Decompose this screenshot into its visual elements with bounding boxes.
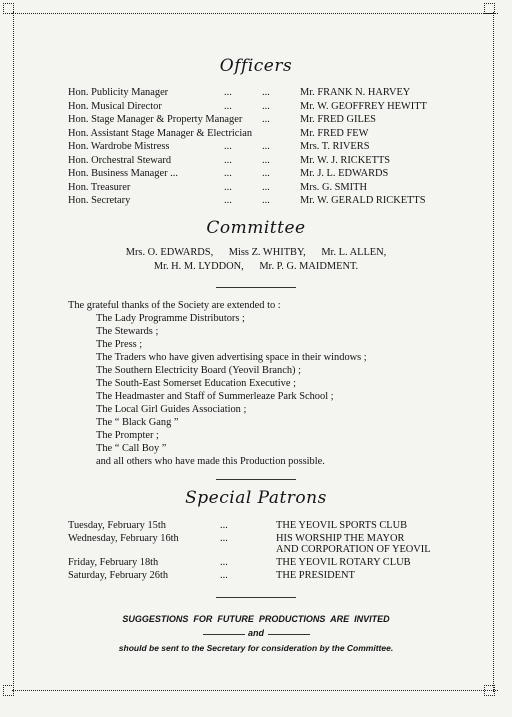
officer-name: Mr. W. GERALD RICKETTS <box>300 195 426 206</box>
officer-name: Mrs. T. RIVERS <box>300 141 370 152</box>
patrons-heading-text: Special Patrons <box>185 488 327 508</box>
committee-heading <box>0 218 512 238</box>
thanks-item: The Lady Programme Distributors ; <box>96 313 245 324</box>
border-corner <box>3 685 14 696</box>
officer-name: Mr. FRED GILES <box>300 114 376 125</box>
officers-heading <box>0 56 512 76</box>
patron-name: THE YEOVIL ROTARY CLUB <box>276 557 411 568</box>
patron-name: HIS WORSHIP THE MAYOR <box>276 533 405 544</box>
leader-dots: ... <box>262 154 270 166</box>
patron-date: Wednesday, February 16th <box>68 533 179 544</box>
leader-dots: ... <box>262 168 270 179</box>
patrons-heading <box>0 488 512 508</box>
border-corner <box>484 3 495 14</box>
patron-name: AND CORPORATION OF YEOVIL <box>276 544 431 555</box>
officer-role: Hon. Orchestral Steward <box>68 154 172 166</box>
thanks-item: The Local Girl Guides Association ; <box>96 404 247 415</box>
divider <box>216 479 296 480</box>
leader-dots: ... <box>220 533 228 544</box>
thanks-item: The South-East Somerset Education Executive ; <box>96 378 296 389</box>
committee-line-2: Mr. H. M. LYDDON, Mr. P. G. MAIDMENT. <box>153 261 359 272</box>
patron-name: THE YEOVIL SPORTS CLUB <box>276 520 408 531</box>
committee-line-1: Mrs. O. EDWARDS, Miss Z. WHITBY, Mr. L. ALLEN, <box>125 247 387 258</box>
leader-dots: ... <box>224 100 232 112</box>
border-top <box>12 13 498 14</box>
thanks-item: and all others who have made this Production possible. <box>96 456 325 467</box>
officer-role: Hon. Secretary <box>68 195 131 206</box>
thanks-item: The Headmaster and Staff of Summerleaze Park School ; <box>96 391 334 402</box>
patron-name: THE PRESIDENT <box>276 570 355 581</box>
suggestions-heading: SUGGESTIONS FOR FUTURE PRODUCTIONS ARE INVITED <box>122 614 390 624</box>
leader-dots: ... <box>220 520 228 531</box>
patron-date: Saturday, February 26th <box>68 570 169 581</box>
patron-date: Friday, February 18th <box>68 557 159 568</box>
and-text: and <box>247 628 264 638</box>
border-left <box>13 12 14 692</box>
leader-dots: ... <box>262 181 270 193</box>
divider <box>216 597 296 598</box>
officer-name: Mr. W. J. RICKETTS <box>300 154 391 166</box>
thanks-item: The Traders who have given advertising space in their windows ; <box>96 352 367 363</box>
officer-role: Hon. Treasurer <box>68 181 131 193</box>
thanks-item: The Southern Electricity Board (Yeovil Branch) ; <box>96 365 301 376</box>
officer-role: Hon. Publicity Manager <box>68 87 169 98</box>
officer-name: Mrs. G. SMITH <box>300 181 367 193</box>
officer-role: Hon. Stage Manager & Property Manager <box>68 114 243 125</box>
officer-name: Mr. FRANK N. HARVEY <box>300 87 411 98</box>
leader-dots: ... <box>262 141 270 152</box>
patron-date: Tuesday, February 15th <box>68 520 166 531</box>
thanks-item: The Stewards ; <box>96 326 159 337</box>
thanks-item: The Prompter ; <box>96 430 159 441</box>
leader-dots: ... <box>220 557 228 568</box>
suggestions-instruction: should be sent to the Secretary for consideration by the Committee. <box>118 643 394 653</box>
divider <box>268 634 310 635</box>
leader-dots: ... <box>224 154 232 166</box>
thanks-item: The Press ; <box>96 339 143 350</box>
leader-dots: ... <box>262 87 270 98</box>
officer-name: Mr. FRED FEW <box>300 127 369 139</box>
officer-name: Mr. J. L. EDWARDS <box>300 168 389 179</box>
border-corner <box>3 3 14 14</box>
officer-role: Hon. Musical Director <box>68 100 162 112</box>
leader-dots: ... <box>224 87 232 98</box>
leader-dots: ... <box>224 141 232 152</box>
committee-heading-text: Committee <box>206 218 306 238</box>
thanks-intro: The grateful thanks of the Society are extended to : <box>68 300 281 311</box>
divider <box>216 287 296 288</box>
leader-dots: ... <box>262 114 270 125</box>
border-bottom <box>12 690 498 691</box>
border-right <box>493 12 494 692</box>
leader-dots: ... <box>220 570 228 581</box>
leader-dots: ... <box>224 168 232 179</box>
officer-role: Hon. Wardrobe Mistress <box>68 141 170 152</box>
officer-role: Hon. Business Manager ... <box>68 168 178 179</box>
leader-dots: ... <box>224 181 232 193</box>
officer-name: Mr. W. GEOFFREY HEWITT <box>300 100 427 112</box>
leader-dots: ... <box>262 195 270 206</box>
officers-heading-text: Officers <box>219 56 293 76</box>
thanks-item: The “ Call Boy ” <box>96 443 167 454</box>
border-corner <box>484 685 495 696</box>
thanks-item: The “ Black Gang ” <box>96 417 179 428</box>
and-line <box>0 628 512 641</box>
leader-dots: ... <box>262 100 270 112</box>
leader-dots: ... <box>224 195 232 206</box>
officer-role: Hon. Assistant Stage Manager & Electrician <box>68 127 253 139</box>
